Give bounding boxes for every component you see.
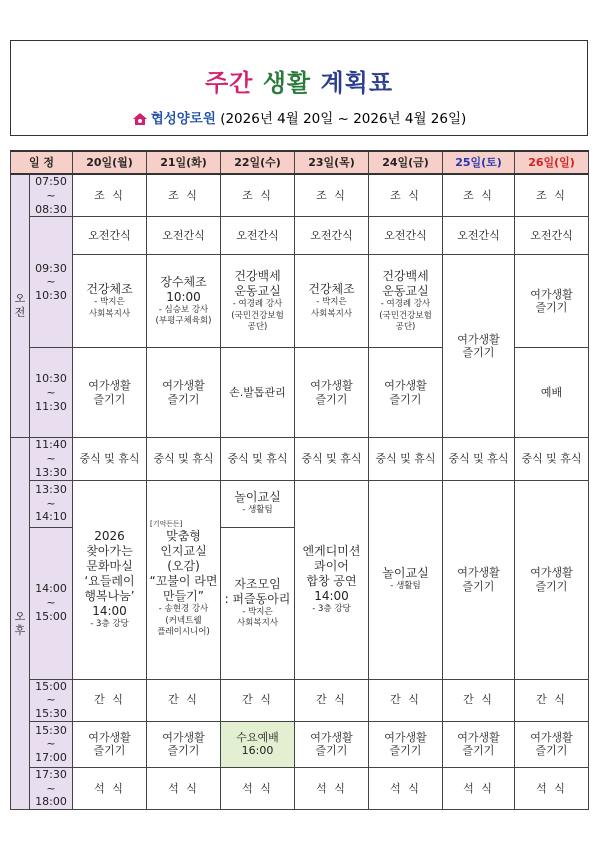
dinner-cell: 석 식 <box>221 767 295 809</box>
table-row <box>11 255 589 348</box>
dinner-cell: 석 식 <box>369 767 443 809</box>
program-title: 건강백세 운동교실 <box>234 269 281 299</box>
dinner-cell: 석 식 <box>443 767 515 809</box>
wed-worship-cell: 수요예배 16:00 <box>221 721 295 767</box>
time-text: 17:30 ~ 18:00 <box>35 767 67 809</box>
page-title <box>11 63 587 98</box>
table-row <box>11 480 589 527</box>
dinner-cell: 석 식 <box>295 767 369 809</box>
program-title: 2026 찾아가는 문화마실 ‘요들레이 행복나눔’ 14:00 <box>84 528 135 618</box>
time-cell <box>30 679 73 721</box>
day-header-thu: 23일(목) <box>295 151 369 174</box>
breakfast-cell: 조 식 <box>515 174 589 217</box>
am-label <box>11 174 30 438</box>
leisure-cell: 여가생활 즐기기 <box>369 721 443 767</box>
program-instructor: - 여경례 강사 (국민건강보험 공단) <box>379 299 432 332</box>
snack-cell: 간 식 <box>147 679 221 721</box>
worship-sun-cell: 예배 <box>515 348 589 438</box>
leisure-sat-am: 여가생활 즐기기 <box>443 255 515 438</box>
snack-cell: 간 식 <box>515 679 589 721</box>
breakfast-cell: 조 식 <box>443 174 515 217</box>
lunch-cell: 중식 및 휴식 <box>515 438 589 480</box>
lunch-cell: 중식 및 휴식 <box>221 438 295 480</box>
program-wed-pm-top <box>221 480 295 527</box>
table-row <box>11 721 589 767</box>
program-fri-pm <box>369 480 443 679</box>
snack-cell: 간 식 <box>295 679 369 721</box>
leisure-cell: 여가생활 즐기기 <box>443 721 515 767</box>
program-title: 자조모임 : 퍼즐동아리 <box>224 576 291 606</box>
pm-label <box>11 438 30 810</box>
program-fri-am <box>369 255 443 348</box>
day-header-sun: 26일(일) <box>515 151 589 174</box>
leisure-cell: 여가생활 즐기기 <box>147 721 221 767</box>
am-text: 오 전 <box>14 292 26 320</box>
day-header-tue: 21일(화) <box>147 151 221 174</box>
time-cell <box>30 767 73 809</box>
program-thu-pm <box>295 480 369 679</box>
table-row <box>11 679 589 721</box>
leisure-cell: 여가생활 즐기기 <box>515 721 589 767</box>
leisure-cell: 여가생활 즐기기 <box>369 348 443 438</box>
program-instructor: - 송현경 강사 (커넥트웰 플레이시니어) <box>157 604 210 638</box>
program-title: 놀이교실 <box>382 566 429 581</box>
dinner-cell: 석 식 <box>147 767 221 809</box>
program-title: 엔게디미션 콰이어 합창 공연 14:00 <box>302 543 361 603</box>
am-snack-cell: 오전간식 <box>73 217 147 255</box>
program-instructor: - 생활팀 <box>242 505 273 516</box>
program-thu-am <box>295 255 369 348</box>
program-title: 건강백세 운동교실 <box>382 269 429 299</box>
lunch-cell: 중식 및 휴식 <box>73 438 147 480</box>
program-tue-am <box>147 255 221 348</box>
time-cell <box>30 480 73 527</box>
leisure-sat-pm: 여가생활 즐기기 <box>443 480 515 679</box>
day-header-sat: 25일(토) <box>443 151 515 174</box>
header-label: 일 정 <box>11 151 73 174</box>
lunch-cell: 중식 및 휴식 <box>295 438 369 480</box>
leisure-cell: 여가생활 즐기기 <box>147 348 221 438</box>
table-row <box>11 217 589 255</box>
time-cell <box>30 174 73 217</box>
table-row <box>11 438 589 480</box>
program-title: 맞춤형 인지교실 (오감) “꼬불이 라면 만들기” <box>149 529 218 604</box>
time-cell <box>30 721 73 767</box>
lunch-cell: 중식 및 휴식 <box>369 438 443 480</box>
am-snack-cell: 오전간식 <box>443 217 515 255</box>
time-text: 15:30 ~ 17:00 <box>35 723 67 765</box>
breakfast-cell: 조 식 <box>73 174 147 217</box>
pm-text: 오 후 <box>14 609 26 637</box>
home-icon <box>132 112 148 130</box>
leisure-cell: 여가생활 즐기기 <box>73 348 147 438</box>
breakfast-cell: 조 식 <box>369 174 443 217</box>
program-instructor: - 생활팀 <box>390 581 421 592</box>
program-instructor: - 박지은 사회복지사 <box>310 297 353 319</box>
leisure-cell: 여가생활 즐기기 <box>73 721 147 767</box>
leisure-sun-am: 여가생활 즐기기 <box>515 255 589 348</box>
snack-cell: 간 식 <box>369 679 443 721</box>
snack-cell: 간 식 <box>221 679 295 721</box>
time-cell <box>30 438 73 480</box>
program-location: - 3층 강당 <box>312 603 351 614</box>
title-box <box>10 40 588 136</box>
program-mon-pm <box>73 480 147 679</box>
time-text: 10:30 ~ 11:30 <box>35 372 67 413</box>
subtitle <box>11 107 587 130</box>
title-word-3: 계획표 <box>320 69 394 97</box>
org-name: 협성양로원 <box>150 111 216 127</box>
program-title: 장수체조 10:00 <box>160 274 207 304</box>
am-snack-cell: 오전간식 <box>295 217 369 255</box>
day-header-mon: 20일(월) <box>73 151 147 174</box>
table-row <box>11 174 589 217</box>
program-title: 건강체조 <box>86 282 133 297</box>
program-title: 놀이교실 <box>234 490 281 505</box>
breakfast-cell: 조 식 <box>221 174 295 217</box>
lunch-cell: 중식 및 휴식 <box>443 438 515 480</box>
time-cell <box>30 217 73 348</box>
leisure-cell: 여가생활 즐기기 <box>295 721 369 767</box>
time-text: 11:40 ~ 13:30 <box>35 438 67 479</box>
program-wed-am <box>221 255 295 348</box>
day-header-fri: 24일(금) <box>369 151 443 174</box>
date-range: (2026년 4월 20일 ~ 2026년 4월 26일) <box>220 111 467 127</box>
time-text: 13:30 ~ 14:10 <box>35 482 67 524</box>
nail-care-cell: 손.발톱관리 <box>221 348 295 438</box>
am-snack-cell: 오전간식 <box>515 217 589 255</box>
program-instructor: - 여경례 강사 (국민건강보험 공단) <box>231 299 284 332</box>
dinner-cell: 석 식 <box>73 767 147 809</box>
lunch-cell: 중식 및 휴식 <box>147 438 221 480</box>
time-text: 15:00 ~ 15:30 <box>35 679 67 720</box>
snack-cell: 간 식 <box>443 679 515 721</box>
dinner-cell: 석 식 <box>515 767 589 809</box>
time-cell <box>30 348 73 438</box>
program-tag: [기억든든] <box>150 520 183 529</box>
am-snack-cell: 오전간식 <box>147 217 221 255</box>
program-title: 건강체조 <box>308 282 355 297</box>
am-snack-cell: 오전간식 <box>369 217 443 255</box>
time-cell <box>30 527 73 679</box>
program-instructor: - 박지은 사회복지사 <box>88 297 131 319</box>
snack-cell: 간 식 <box>73 679 147 721</box>
program-tue-pm <box>147 480 221 679</box>
breakfast-cell: 조 식 <box>147 174 221 217</box>
program-wed-pm-bottom <box>221 527 295 679</box>
breakfast-cell: 조 식 <box>295 174 369 217</box>
header-row <box>11 151 589 174</box>
time-text: 09:30 ~ 10:30 <box>35 261 67 303</box>
leisure-sun-pm: 여가생활 즐기기 <box>515 480 589 679</box>
program-instructor: - 박지은 사회복지사 <box>236 606 279 628</box>
day-header-wed: 22일(수) <box>221 151 295 174</box>
time-text: 14:00 ~ 15:00 <box>35 582 67 623</box>
title-word-2: 생활 <box>262 69 312 97</box>
schedule-table <box>10 150 589 810</box>
time-text: 07:50 ~ 08:30 <box>35 175 67 216</box>
am-snack-cell: 오전간식 <box>221 217 295 255</box>
title-word-1: 주간 <box>204 69 254 97</box>
program-location: - 3층 강당 <box>90 618 129 629</box>
table-row <box>11 767 589 809</box>
leisure-cell: 여가생활 즐기기 <box>295 348 369 438</box>
program-instructor: - 심승보 강사 (부평구체육회) <box>155 304 212 327</box>
program-mon-am <box>73 255 147 348</box>
